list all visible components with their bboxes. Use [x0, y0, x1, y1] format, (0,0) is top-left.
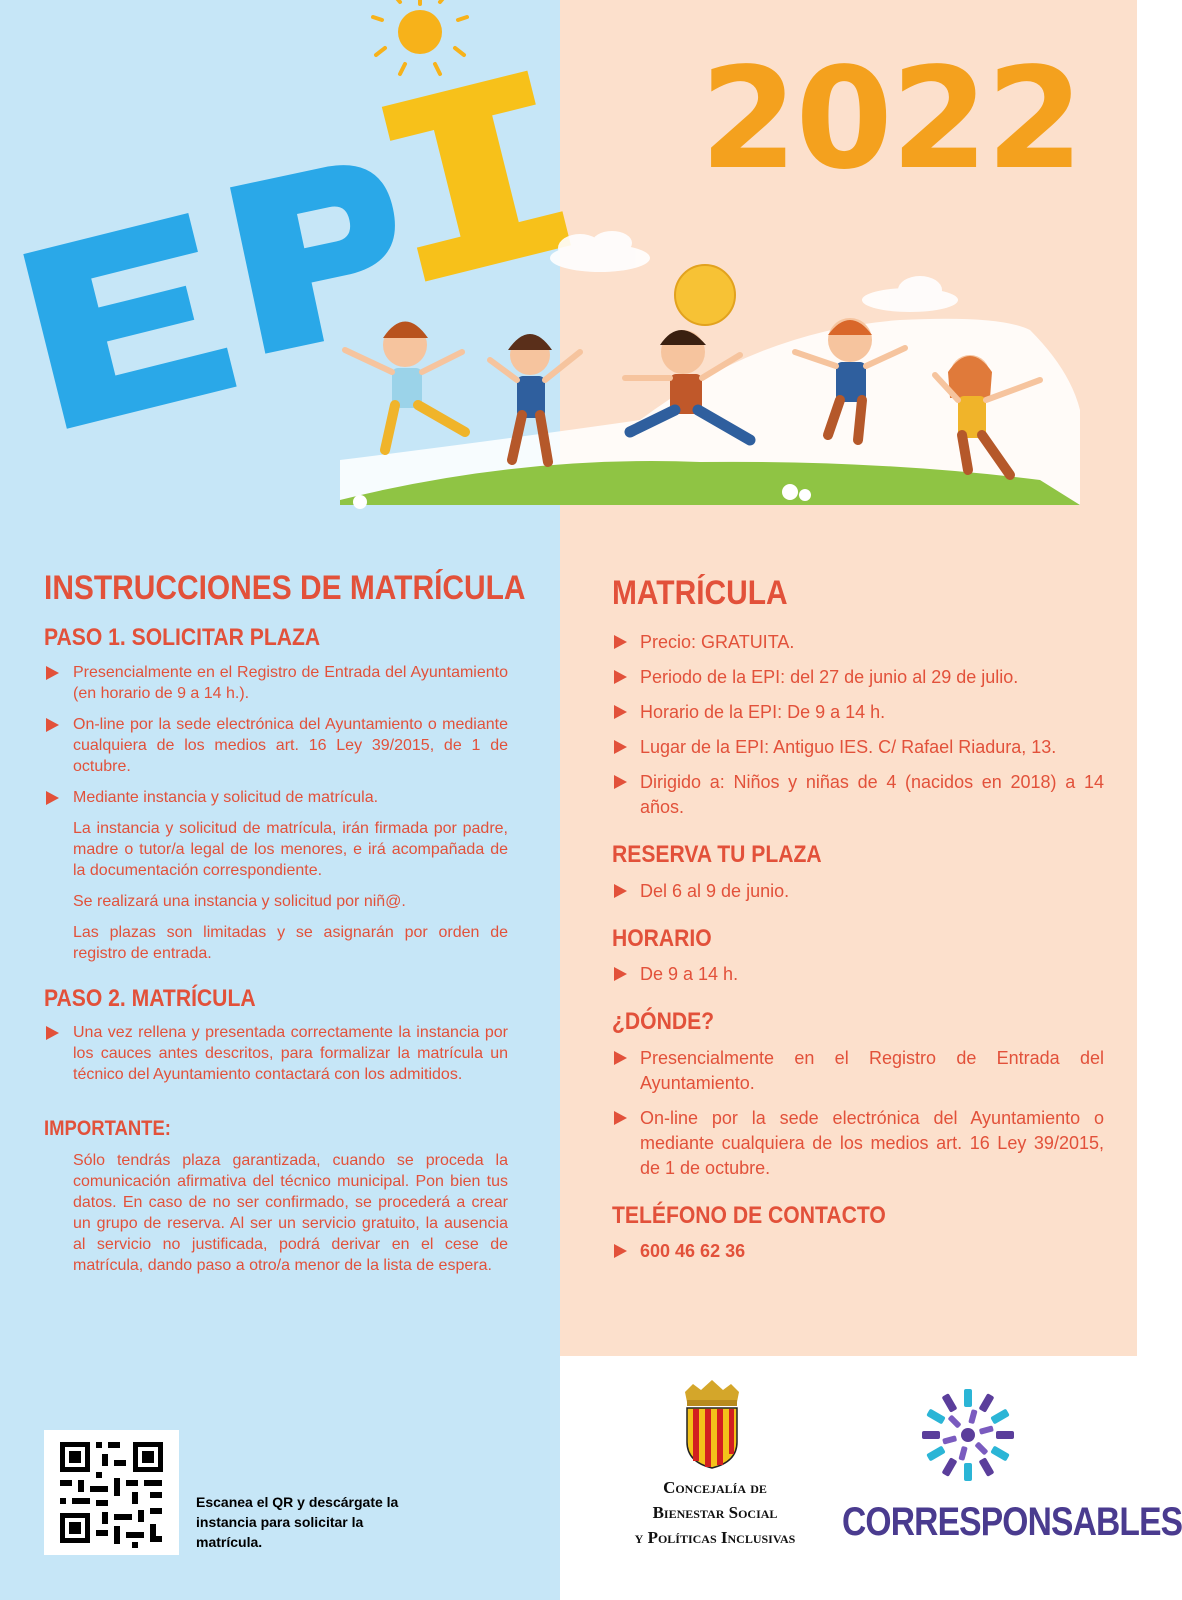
paso1-title: PASO 1. SOLICITAR PLAZA — [44, 624, 321, 652]
matricula-column — [612, 575, 1104, 1274]
year-title: 2022 — [700, 38, 1082, 201]
paso2-title: PASO 2. MATRÍCULA — [44, 984, 256, 1012]
epi-letter-i — [382, 71, 571, 282]
arrow-bullet-icon — [46, 718, 59, 732]
crest-icon — [679, 1380, 745, 1470]
arrow-bullet-icon — [46, 666, 59, 680]
qr-code[interactable] — [44, 1430, 179, 1555]
arrow-bullet-icon — [46, 1026, 59, 1040]
matricula-bullet: Periodo de la EPI: del 27 de junio al 29 de julio. — [612, 665, 1104, 690]
arrow-bullet-icon — [46, 791, 59, 805]
matricula-title: MATRÍCULA — [612, 574, 788, 612]
arrow-bullet-icon — [614, 967, 627, 981]
paso1-bullet: Mediante instancia y solicitud de matrícula. — [44, 787, 508, 808]
donde-title: ¿DÓNDE? — [612, 1008, 715, 1036]
horario-title: HORARIO — [612, 924, 712, 952]
arrow-bullet-icon — [614, 670, 627, 684]
sun-small-icon — [675, 265, 735, 325]
arrow-bullet-icon — [614, 705, 627, 719]
telefono-number[interactable]: 600 46 62 36 — [612, 1239, 1104, 1264]
paso1-bullet: Presencialmente en el Registro de Entrada del Ayuntamiento (en horario de 9 a 14 h.). — [44, 662, 508, 704]
qr-instructions: Escanea el QR y descárgate la instancia para solicitar la matrícula. — [196, 1494, 399, 1550]
epi-letter-p — [230, 155, 417, 354]
sun-icon — [373, 0, 467, 74]
hero-banner — [0, 0, 1137, 520]
paso1-paragraph: Se realizará una instancia y solicitud por niñ@. — [73, 892, 406, 910]
epi-letter-e — [23, 212, 236, 429]
arrow-bullet-icon — [614, 1244, 627, 1258]
donde-bullet: On-line por la sede electrónica del Ayuntamiento o mediante cualquiera de los medios art. 16 Ley 39/2015, de 1 de octubre. — [612, 1106, 1104, 1181]
arrow-bullet-icon — [614, 740, 627, 754]
matricula-bullet: Dirigido a: Niños y niñas de 4 (nacidos en 2018) a 14 años. — [612, 770, 1104, 820]
importante-text: Sólo tendrás plaza garantizada, cuando se proceda la comunicación afirmativa del técnico municipal. Pon bien tus datos. En caso de no ser confirmado, se procederá a crear un grupo de reserva. Al ser un servicio gratuito, la ausencia al servicio no justificada, podrá derivar en el cese de matrícula, dando paso a otro/a menor de la lista de espera. — [73, 1152, 508, 1275]
reserva-title: RESERVA TU PLAZA — [612, 841, 822, 869]
telefono-title: TELÉFONO DE CONTACTO — [612, 1201, 886, 1229]
arrow-bullet-icon — [614, 775, 627, 789]
paso1-paragraph: La instancia y solicitud de matrícula, irán firmada por padre, madre o tutor/a legal de los menores, e irá acompañada de la documentación correspondiente. — [73, 819, 508, 879]
arrow-bullet-icon — [614, 884, 627, 898]
paso1-paragraph: Las plazas son limitadas y se asignarán por orden de registro de entrada. — [73, 923, 508, 962]
corresponsables-logo-icon — [918, 1385, 1018, 1485]
donde-bullet: Presencialmente en el Registro de Entrada del Ayuntamiento. — [612, 1046, 1104, 1096]
matricula-bullet: Precio: GRATUITA. — [612, 630, 1104, 655]
paso1-bullet: On-line por la sede electrónica del Ayuntamiento o mediante cualquiera de los medios art. 16 Ley 39/2015, de 1 de octubre. — [44, 714, 508, 777]
concejalia-logo-text: Concejalía de Bienestar Social y Políticas Inclusivas — [634, 1478, 796, 1547]
arrow-bullet-icon — [614, 635, 627, 649]
instructions-column — [44, 569, 526, 1286]
matricula-bullet: Horario de la EPI: De 9 a 14 h. — [612, 700, 1104, 725]
horario-bullet: De 9 a 14 h. — [612, 962, 1104, 987]
instructions-title: INSTRUCCIONES DE MATRÍCULA — [44, 569, 526, 607]
reserva-bullet: Del 6 al 9 de junio. — [612, 879, 1104, 904]
paso2-bullet: Una vez rellena y presentada correctamente la instancia por los cauces antes descritos, para formalizar la matrícula un técnico del Ayuntamiento contactará con los admitidos. — [44, 1022, 508, 1085]
arrow-bullet-icon — [614, 1051, 627, 1065]
cloud-icon — [550, 231, 958, 312]
importante-title: IMPORTANTE: — [44, 1117, 171, 1141]
matricula-bullet: Lugar de la EPI: Antiguo IES. C/ Rafael Riadura, 13. — [612, 735, 1104, 760]
qr-code-icon — [44, 1430, 179, 1555]
arrow-bullet-icon — [614, 1111, 627, 1125]
corresponsables-logo-text: CORRESPONSABLES — [842, 1500, 1182, 1544]
